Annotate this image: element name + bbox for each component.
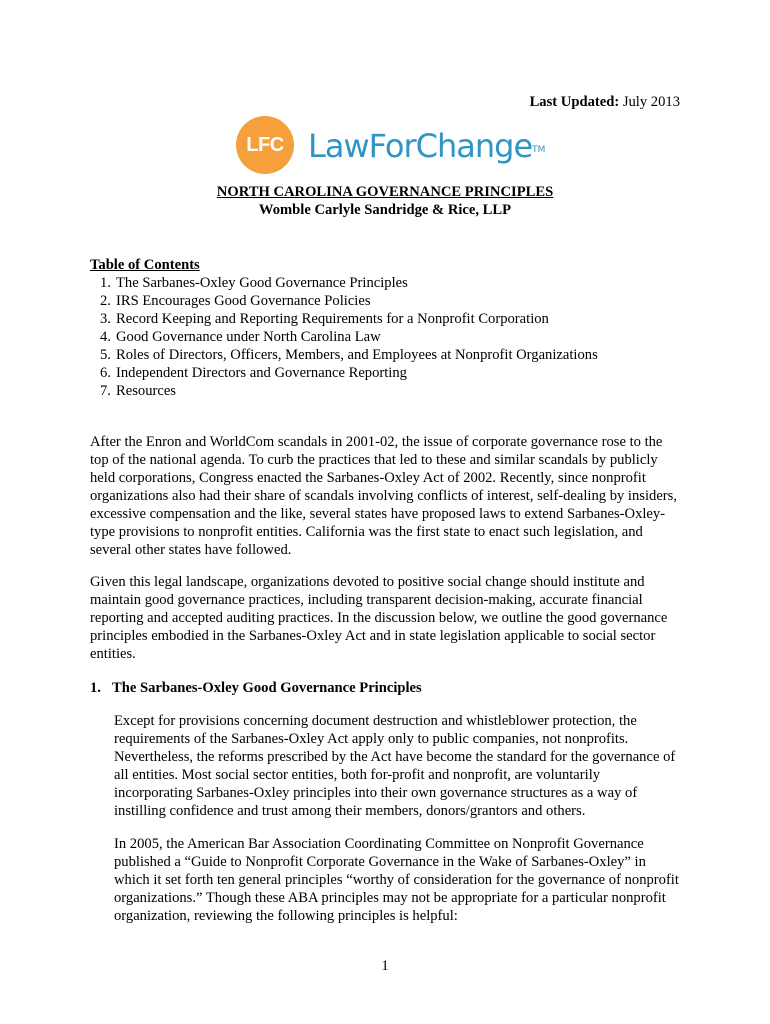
intro-paragraph: After the Enron and WorldCom scandals in 2001-02, the issue of corporate governance rose to the top of the national agenda. To curb the practices that led to these and similar scandals by publicly held corporations, Congress enacted the Sarbanes-Oxley Act of 2002. Recently, since nonprofit organizations also had their share of scandals involving conflicts of interest, self-dealing by insiders, excessive compensation and the like, several states have proposed laws to extend Sarbanes-Oxley-type provisions to nonprofit entities. California was the first state to enact such legislation, and several other states have followed. [90, 434, 677, 558]
toc-item-label: Good Governance under North Carolina Law [116, 329, 381, 345]
toc-item-label: Record Keeping and Reporting Requirements for a Nonprofit Corporation [116, 311, 549, 327]
page-number: 1 [381, 958, 389, 974]
document-title: NORTH CAROLINA GOVERNANCE PRINCIPLES [216, 184, 554, 200]
section-paragraph: In 2005, the American Bar Association Coordinating Committee on Nonprofit Governance published a “Guide to Nonprofit Corporate Governance in the Wake of Sarbanes-Oxley” in which it set forth ten general principles “worthy of consideration for the governance of nonprofit organizations.” Though these ABA principles may not be appropriate for a particular nonprofit organization, reviewing the following principles is helpful: [114, 836, 679, 924]
last-updated-label: Last Updated: [529, 94, 620, 110]
toc-item-number: 5. [100, 347, 111, 363]
toc-item-label: IRS Encourages Good Governance Policies [116, 293, 371, 309]
toc-item [90, 346, 690, 364]
section-number: 1. [90, 680, 101, 696]
toc-item-label: Independent Directors and Governance Reporting [116, 365, 407, 381]
logo-wordmark [308, 126, 545, 166]
document-subtitle: Womble Carlyle Sandridge & Rice, LLP [258, 202, 512, 218]
last-updated-value: July 2013 [619, 94, 680, 110]
document-title-block [0, 183, 770, 219]
toc-item [90, 382, 690, 400]
logo-name: LawForChange [308, 127, 533, 165]
toc-item [90, 292, 690, 310]
toc-heading: Table of Contents [90, 257, 200, 273]
intro-paragraph: Given this legal landscape, organizations devoted to positive social change should institute and maintain good governance practices, including transparent decision-making, accurate financial reporting and accepted auditing practices. In the discussion below, we outline the good governance principles embodied in the Sarbanes-Oxley Act and in state legislation applicable to social sector entities. [90, 574, 668, 662]
toc-item-label: Resources [116, 383, 176, 399]
toc-item-label: Roles of Directors, Officers, Members, and Employees at Nonprofit Organizations [116, 347, 598, 363]
toc-item [90, 274, 690, 292]
lfc-logo-mark: LFC [236, 116, 294, 174]
toc-item-number: 1. [100, 275, 111, 291]
toc-list [90, 274, 690, 400]
section-paragraph: Except for provisions concerning document destruction and whistleblower protection, the requirements of the Sarbanes-Oxley Act apply only to public companies, not nonprofits. Nevertheless, the reforms prescribed by the Act have become the standard for the governance of all entities. Most social sector entities, both for-profit and nonprofit, are voluntarily incorporating Sarbanes-Oxley principles into their own governance structures as a way of instilling confidence and trust among their members, donors/grantors and others. [114, 713, 676, 819]
toc-item-number: 7. [100, 383, 111, 399]
toc-item [90, 328, 690, 346]
toc-item-number: 6. [100, 365, 111, 381]
toc-item-label: The Sarbanes-Oxley Good Governance Principles [116, 275, 408, 291]
lawforchange-logo [236, 116, 546, 176]
section-heading [90, 679, 422, 697]
last-updated [530, 93, 680, 111]
toc-item-number: 2. [100, 293, 111, 309]
toc-item-number: 3. [100, 311, 111, 327]
toc-item [90, 364, 690, 382]
toc-item-number: 4. [100, 329, 111, 345]
section-title: The Sarbanes-Oxley Good Governance Principles [112, 680, 422, 696]
trademark-symbol: TM [532, 145, 546, 155]
toc-item [90, 310, 690, 328]
table-of-contents [90, 256, 690, 400]
